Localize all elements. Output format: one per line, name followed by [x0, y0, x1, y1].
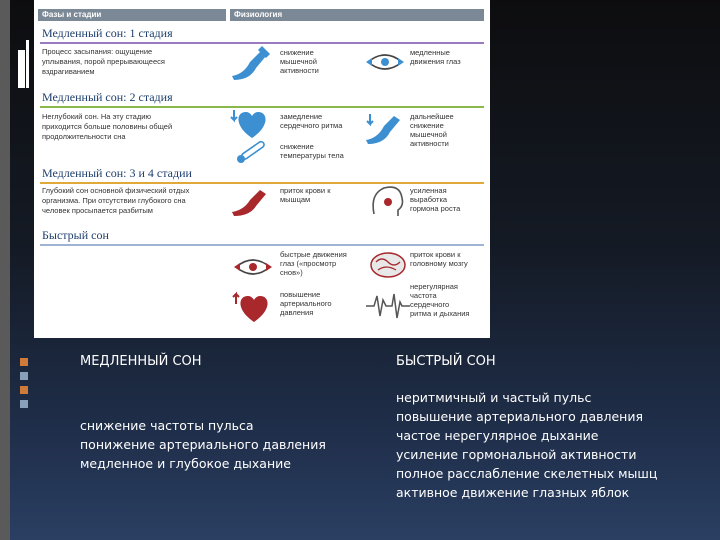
- stage1-phys-eyes: медленные движения глаз: [410, 48, 461, 66]
- list-item: медленное и глубокое дыхание: [80, 456, 291, 471]
- ecg-icon: [366, 290, 410, 320]
- stage3-title: Медленный сон: 3 и 4 стадии: [42, 166, 192, 180]
- stage2-phys-muscle: дальнейшее снижение мышечной активности: [410, 112, 454, 148]
- left-decor-mark: [18, 50, 25, 88]
- heart-slow-icon: [230, 106, 274, 140]
- stage1-phys-muscle: снижение мышечной активности: [280, 48, 319, 75]
- list-item: активное движение глазных яблок: [396, 485, 630, 500]
- eye-slow-icon: [364, 50, 406, 74]
- arm-relax-icon: [230, 46, 272, 80]
- list-item: усиление гормональной активности: [396, 447, 637, 462]
- arm-blood-icon: [230, 186, 272, 216]
- left-decor-mark: [20, 400, 28, 408]
- list-item: частое нерегулярное дыхание: [396, 428, 599, 443]
- stage2-phys-heart: замедление сердечного ритма: [280, 112, 343, 130]
- list-item: повышение артериального давления: [396, 409, 643, 424]
- eye-rapid-icon: [232, 252, 274, 282]
- stage4-phys-pressure: повышение артериального давления: [280, 290, 332, 317]
- arm-relax-icon: [364, 110, 406, 144]
- stage4-phys-brain: приток крови к головному мозгу: [410, 250, 468, 268]
- stage4-phys-rhythm: нерегулярная частота сердечного ритма и дыхания: [410, 282, 470, 318]
- list-item: понижение артериального давления: [80, 437, 326, 452]
- stage1-title: Медленный сон: 1 стадия: [42, 26, 173, 40]
- header-physiology: Физиология: [230, 9, 484, 21]
- stage3-description: Глубокий сон основной физический отдых организма. При отсутствии глубокого сна человек просыпается разбитым: [42, 186, 190, 215]
- left-decor-mark: [20, 372, 28, 380]
- list-item: неритмичный и частый пульс: [396, 390, 592, 405]
- stage4-rule: [40, 244, 484, 246]
- list-item: снижение частоты пульса: [80, 418, 254, 433]
- header-phases: Фазы и стадии: [38, 9, 226, 21]
- stage2-phys-temp: снижение температуры тела: [280, 142, 344, 160]
- left-decor-mark: [20, 358, 28, 366]
- heart-pressure-icon: [232, 288, 276, 324]
- rem-sleep-title: БЫСТРЫЙ СОН: [396, 354, 496, 369]
- stage3-phys-hormone: усиленная выработка гормона роста: [410, 186, 461, 213]
- list-item: полное расслабление скелетных мышц: [396, 466, 658, 481]
- stage1-description: Процесс засыпания: ощущение уплывания, порой прерывающееся вздрагиванием: [42, 47, 165, 76]
- stage3-rule: [40, 182, 484, 184]
- left-decor-mark: [26, 40, 29, 88]
- slow-sleep-list: [80, 416, 326, 473]
- stage4-phys-eyes: быстрые движения глаз («просмотр снов»): [280, 250, 347, 277]
- stage2-description: Неглубокий сон. На эту стадию приходится больше половины общей продолжительности сна: [42, 112, 173, 141]
- stage4-title: Быстрый сон: [42, 228, 109, 242]
- rem-sleep-list: [396, 388, 657, 502]
- stage3-phys-blood: приток крови к мышцам: [280, 186, 331, 204]
- brain-icon: [368, 250, 408, 280]
- thermometer-icon: [234, 138, 270, 164]
- stage2-title: Медленный сон: 2 стадия: [42, 90, 173, 104]
- stage1-rule: [40, 42, 484, 44]
- head-hormone-icon: [366, 184, 408, 218]
- left-decor-mark: [20, 386, 28, 394]
- left-decor-bar: [0, 0, 10, 540]
- slow-sleep-title: МЕДЛЕННЫЙ СОН: [80, 354, 202, 369]
- sleep-stages-infographic: [34, 0, 490, 338]
